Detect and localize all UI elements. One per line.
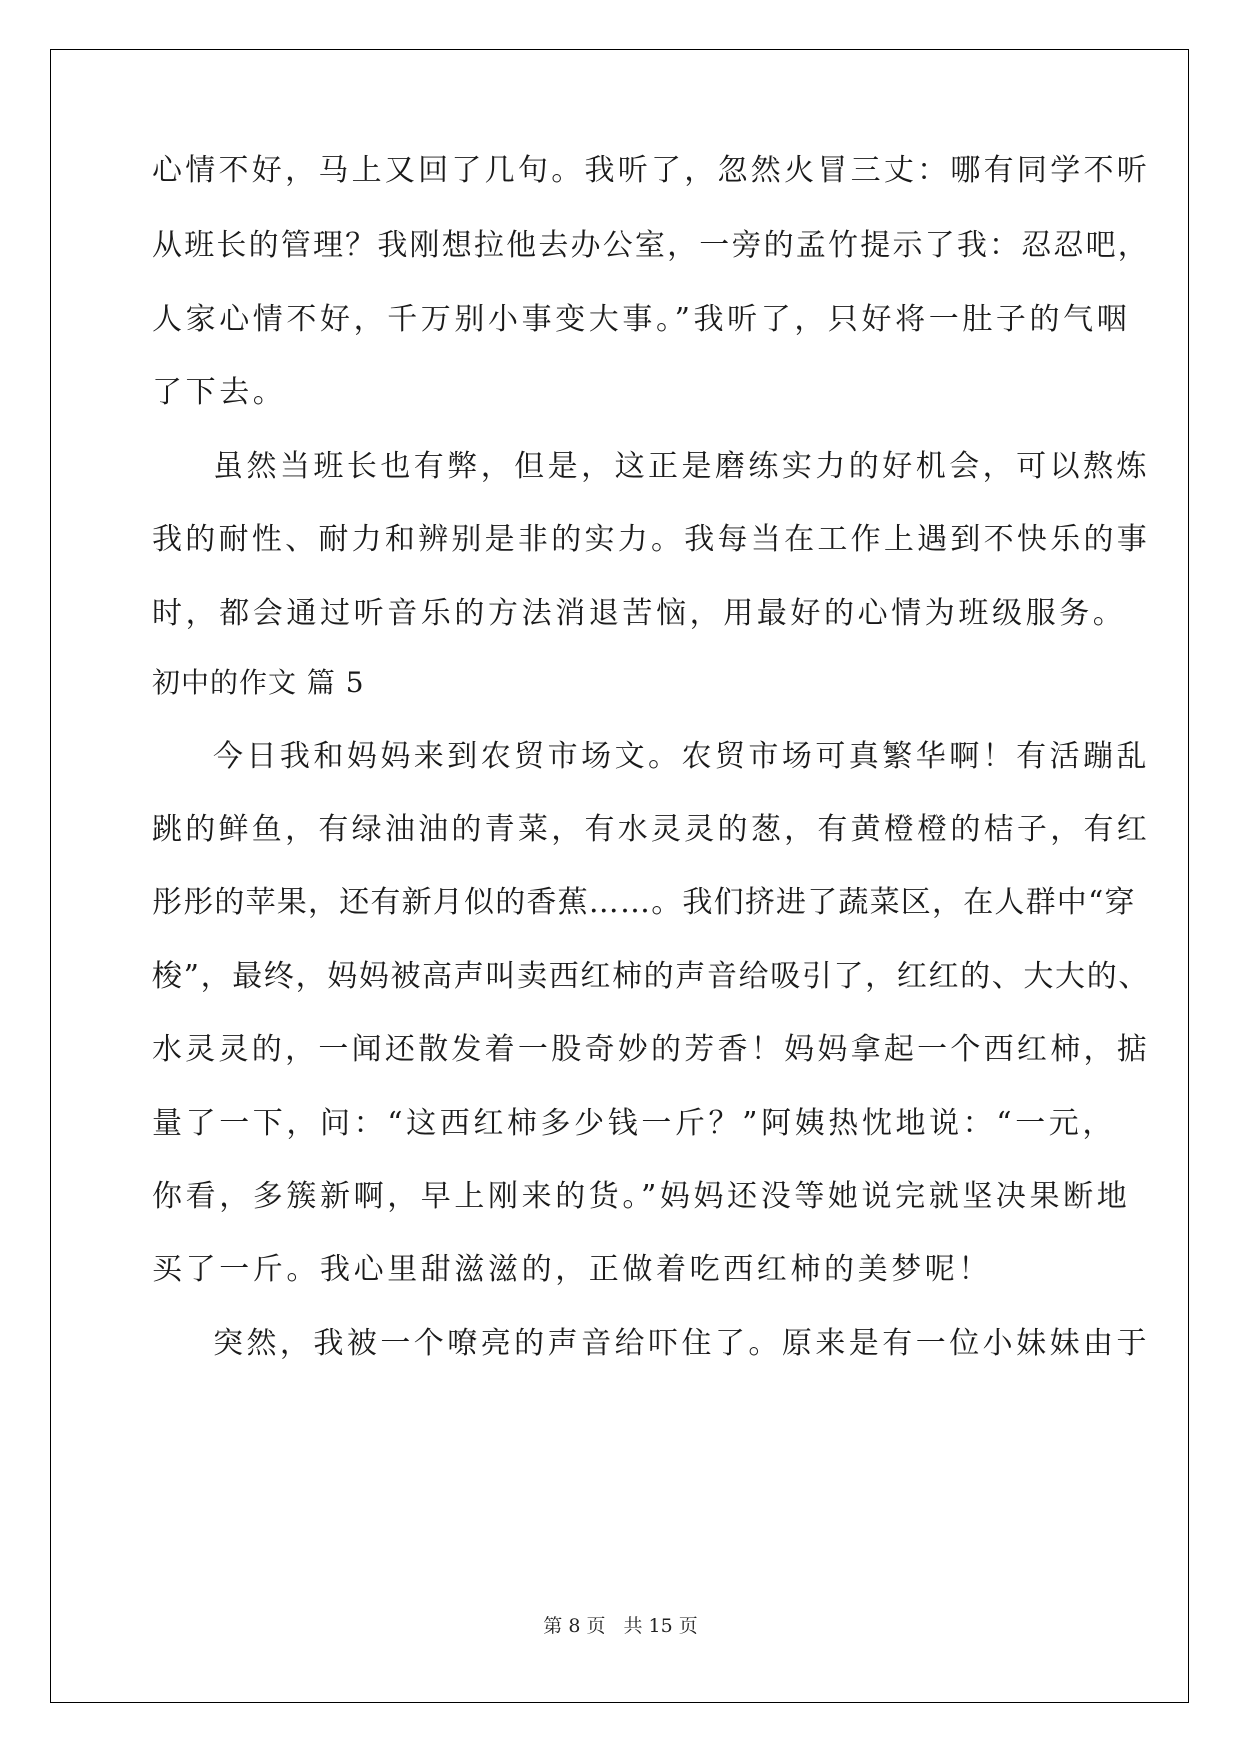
paragraph-line: 虽然当班长也有弊，但是，这正是磨练实力的好机会，可以熬炼 <box>213 449 1150 484</box>
paragraph-line: 突然，我被一个嘹亮的声音给吓住了。原来是有一位小妹妹由于 <box>213 1326 1150 1361</box>
page-number: 第 8 页 <box>543 1615 606 1637</box>
paragraph-line: 今日我和妈妈来到农贸市场文。农贸市场可真繁华啊！有活蹦乱 <box>213 739 1150 774</box>
paragraph-line: 你看，多簇新啊，早上刚来的货。”妈妈还没等她说完就坚决果断地 <box>152 1179 1131 1214</box>
paragraph-line: 人家心情不好，千万别小事变大事。”我听了，只好将一肚子的气咽 <box>152 302 1131 337</box>
paragraph-line: 水灵灵的，一闻还散发着一股奇妙的芳香！妈妈拿起一个西红柿，掂 <box>152 1032 1150 1067</box>
paragraph-line: 买了一斤。我心里甜滋滋的，正做着吃西红柿的美梦呢！ <box>152 1252 992 1287</box>
paragraph-line: 我的耐性、耐力和辨别是非的实力。我每当在工作上遇到不快乐的事 <box>152 522 1150 557</box>
paragraph-line: 量了一下，问：“这西红柿多少钱一斤？”阿姨热忱地说：“一元， <box>152 1106 1117 1141</box>
paragraph-line: 从班长的管理？我刚想拉他去办公室，一旁的孟竹提示了我：忍忍吧， <box>152 228 1150 263</box>
section-heading: 初中的作文 篇 5 <box>152 666 365 699</box>
paragraph-line: 心情不好，马上又回了几句。我听了，忽然火冒三丈：哪有同学不听 <box>152 153 1150 188</box>
paragraph-line: 了下去。 <box>152 375 287 410</box>
paragraph-line: 时，都会通过听音乐的方法消退苦恼，用最好的心情为班级服务。 <box>152 596 1127 631</box>
page-footer <box>0 1614 1241 1638</box>
paragraph-line: 彤彤的苹果，还有新月似的香蕉……。我们挤进了蔬菜区，在人群中“穿 <box>152 885 1136 920</box>
paragraph-line: 跳的鲜鱼，有绿油油的青菜，有水灵灵的葱，有黄橙橙的桔子，有红 <box>152 812 1150 847</box>
page-border <box>50 49 1189 1703</box>
page-total: 共 15 页 <box>623 1615 698 1637</box>
paragraph-line: 梭”，最终，妈妈被高声叫卖西红柿的声音给吸引了，红红的、大大的、 <box>152 959 1150 994</box>
